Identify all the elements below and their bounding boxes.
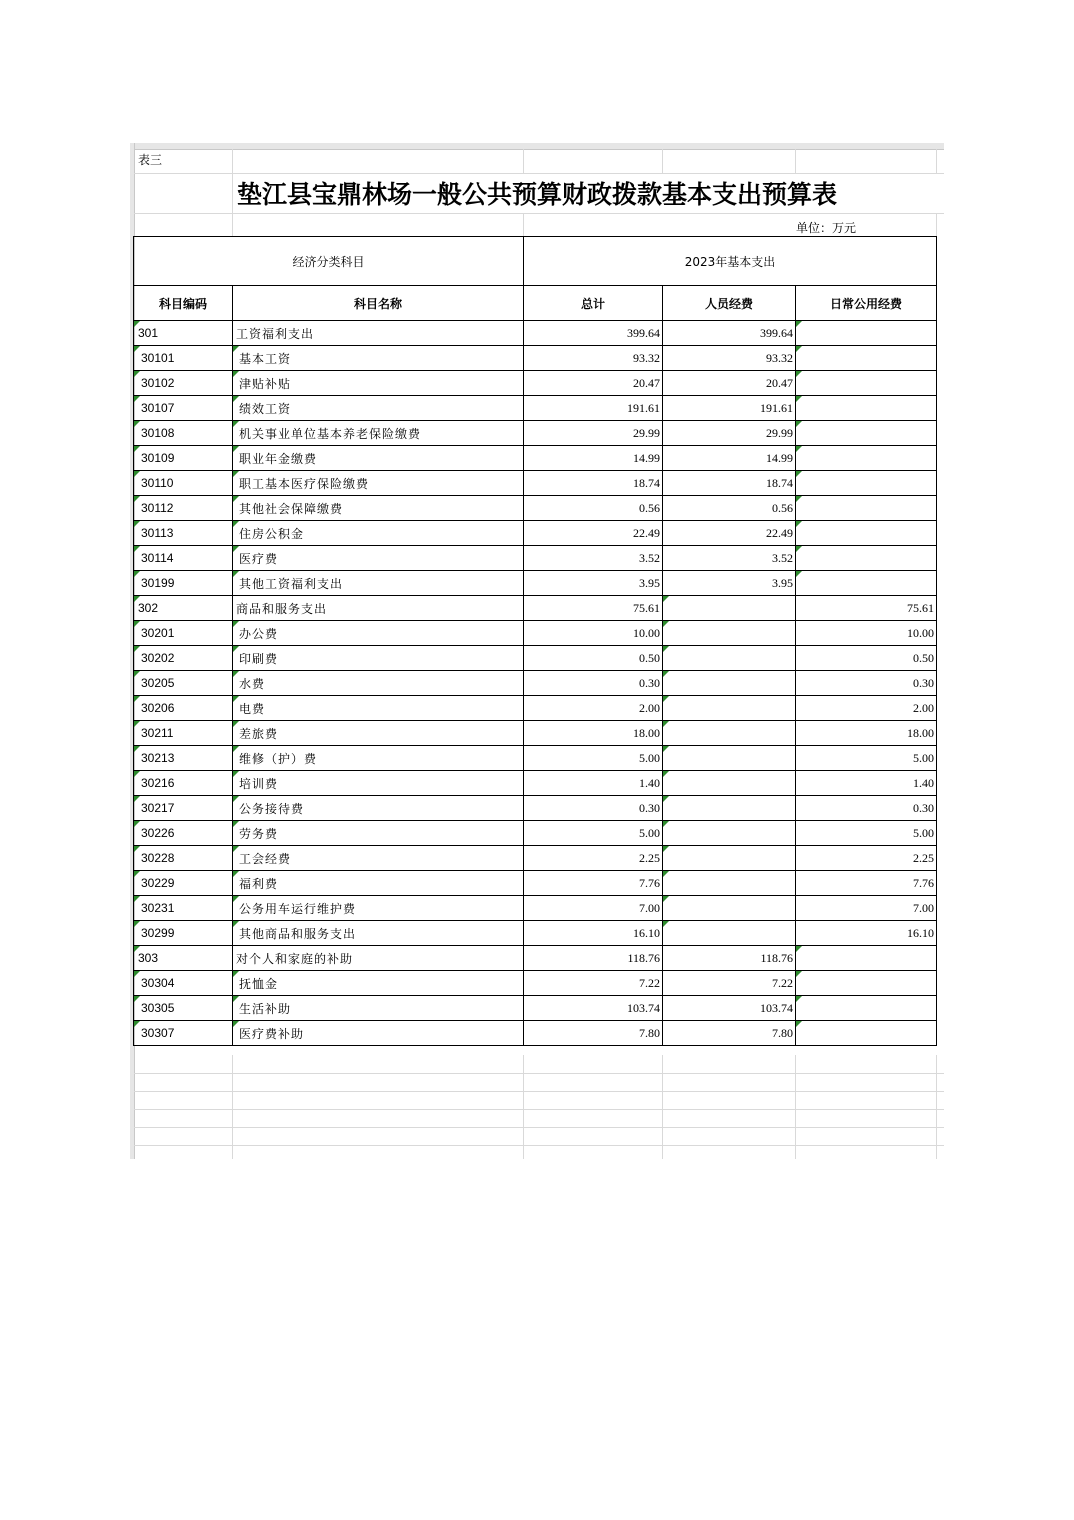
cell-total: 0.30 (524, 671, 663, 696)
gridline (134, 1073, 944, 1074)
cell-personnel: 29.99 (663, 421, 796, 446)
cell-total: 2.25 (524, 846, 663, 871)
cell-personnel (663, 871, 796, 896)
cell-code: 30112 (134, 496, 233, 521)
cell-code: 30216 (134, 771, 233, 796)
cell-code: 30101 (134, 346, 233, 371)
cell-public: 2.00 (796, 696, 937, 721)
cell-total: 399.64 (524, 321, 663, 346)
cell-personnel (663, 721, 796, 746)
cell-personnel: 103.74 (663, 996, 796, 1021)
table-row (134, 446, 937, 471)
cell-total: 14.99 (524, 446, 663, 471)
table-row (134, 746, 937, 771)
cell-personnel: 3.52 (663, 546, 796, 571)
cell-name: 其他商品和服务支出 (233, 921, 524, 946)
cell-name: 其他工资福利支出 (233, 571, 524, 596)
cell-total: 16.10 (524, 921, 663, 946)
cell-personnel (663, 621, 796, 646)
gridline (936, 149, 937, 174)
cell-code: 30228 (134, 846, 233, 871)
table-row (134, 596, 937, 621)
gridline (134, 1091, 944, 1092)
cell-public: 10.00 (796, 621, 937, 646)
cell-code: 30102 (134, 371, 233, 396)
cell-code: 30108 (134, 421, 233, 446)
table-row (134, 396, 937, 421)
cell-total: 7.80 (524, 1021, 663, 1046)
cell-personnel: 399.64 (663, 321, 796, 346)
cell-total: 7.76 (524, 871, 663, 896)
cell-personnel (663, 746, 796, 771)
header-total: 总计 (524, 286, 663, 321)
header-row-group (134, 237, 937, 286)
cell-total: 7.00 (524, 896, 663, 921)
cell-name: 其他社会保障缴费 (233, 496, 524, 521)
cell-name: 职业年金缴费 (233, 446, 524, 471)
column-header-strip (130, 143, 944, 150)
table-row (134, 471, 937, 496)
cell-personnel: 7.22 (663, 971, 796, 996)
gridline (662, 149, 663, 174)
cell-personnel: 93.32 (663, 346, 796, 371)
gridline (134, 213, 944, 214)
spreadsheet-area (130, 143, 944, 1159)
cell-total: 18.74 (524, 471, 663, 496)
cell-name: 津贴补贴 (233, 371, 524, 396)
cell-code: 30206 (134, 696, 233, 721)
cell-code: 30213 (134, 746, 233, 771)
cell-personnel (663, 921, 796, 946)
cell-public (796, 371, 937, 396)
gridline (134, 1109, 944, 1110)
cell-personnel: 118.76 (663, 946, 796, 971)
cell-public: 5.00 (796, 746, 937, 771)
cell-public (796, 521, 937, 546)
cell-public (796, 1021, 937, 1046)
cell-name: 医疗费 (233, 546, 524, 571)
cell-public (796, 571, 937, 596)
cell-code: 30305 (134, 996, 233, 1021)
cell-name: 工会经费 (233, 846, 524, 871)
gridline (936, 1055, 937, 1159)
table-row (134, 621, 937, 646)
cell-public (796, 421, 937, 446)
cell-total: 10.00 (524, 621, 663, 646)
cell-public (796, 321, 937, 346)
gridline (662, 1055, 663, 1159)
cell-personnel (663, 896, 796, 921)
table-row (134, 846, 937, 871)
gridline (936, 213, 937, 237)
cell-total: 2.00 (524, 696, 663, 721)
cell-name: 医疗费补助 (233, 1021, 524, 1046)
cell-public (796, 496, 937, 521)
table-row (134, 996, 937, 1021)
table-row (134, 946, 937, 971)
cell-public (796, 446, 937, 471)
cell-personnel (663, 771, 796, 796)
cell-name: 办公费 (233, 621, 524, 646)
table-row (134, 496, 937, 521)
cell-code: 30226 (134, 821, 233, 846)
cell-total: 3.95 (524, 571, 663, 596)
gridline (795, 149, 796, 174)
cell-personnel: 22.49 (663, 521, 796, 546)
cell-personnel: 191.61 (663, 396, 796, 421)
cell-public (796, 546, 937, 571)
header-public: 日常公用经费 (796, 286, 937, 321)
cell-total: 5.00 (524, 746, 663, 771)
gridline (134, 1145, 944, 1146)
cell-code: 30304 (134, 971, 233, 996)
cell-public (796, 396, 937, 421)
gridline (134, 173, 944, 174)
cell-name: 培训费 (233, 771, 524, 796)
cell-personnel (663, 796, 796, 821)
cell-total: 118.76 (524, 946, 663, 971)
cell-personnel: 18.74 (663, 471, 796, 496)
cell-name: 住房公积金 (233, 521, 524, 546)
table-row (134, 696, 937, 721)
header-2023-basic-expenditure: 2023年基本支出 (524, 237, 937, 286)
cell-public: 2.25 (796, 846, 937, 871)
cell-personnel: 20.47 (663, 371, 796, 396)
cell-personnel (663, 696, 796, 721)
cell-code: 30211 (134, 721, 233, 746)
gridline (134, 1127, 944, 1128)
cell-total: 20.47 (524, 371, 663, 396)
cell-code: 30205 (134, 671, 233, 696)
cell-code: 30217 (134, 796, 233, 821)
table-row (134, 671, 937, 696)
cell-total: 75.61 (524, 596, 663, 621)
cell-name: 机关事业单位基本养老保险缴费 (233, 421, 524, 446)
gridline (232, 1055, 233, 1159)
table-row (134, 771, 937, 796)
cell-total: 103.74 (524, 996, 663, 1021)
gridline (523, 213, 524, 237)
table-row (134, 1021, 937, 1046)
cell-public (796, 346, 937, 371)
cell-public: 1.40 (796, 771, 937, 796)
cell-code: 301 (134, 321, 233, 346)
cell-code: 303 (134, 946, 233, 971)
cell-name: 商品和服务支出 (233, 596, 524, 621)
cell-personnel: 14.99 (663, 446, 796, 471)
table-row (134, 346, 937, 371)
cell-name: 差旅费 (233, 721, 524, 746)
cell-total: 18.00 (524, 721, 663, 746)
cell-total: 0.50 (524, 646, 663, 671)
cell-name: 工资福利支出 (233, 321, 524, 346)
header-code: 科目编码 (134, 286, 233, 321)
table-row (134, 371, 937, 396)
cell-personnel (663, 846, 796, 871)
cell-total: 0.56 (524, 496, 663, 521)
cell-name: 对个人和家庭的补助 (233, 946, 524, 971)
cell-total: 7.22 (524, 971, 663, 996)
table-row (134, 546, 937, 571)
cell-code: 30307 (134, 1021, 233, 1046)
cell-name: 职工基本医疗保险缴费 (233, 471, 524, 496)
gridline (523, 1055, 524, 1159)
table-row (134, 721, 937, 746)
cell-total: 3.52 (524, 546, 663, 571)
page-title: 垫江县宝鼎林场一般公共预算财政拨款基本支出预算表 (236, 180, 837, 209)
table-label: 表三 (138, 153, 163, 167)
cell-name: 公务接待费 (233, 796, 524, 821)
cell-code: 30109 (134, 446, 233, 471)
cell-personnel (663, 821, 796, 846)
cell-code: 30231 (134, 896, 233, 921)
cell-name: 劳务费 (233, 821, 524, 846)
cell-code: 30113 (134, 521, 233, 546)
cell-total: 191.61 (524, 396, 663, 421)
cell-public: 0.30 (796, 796, 937, 821)
cell-name: 基本工资 (233, 346, 524, 371)
table-row (134, 896, 937, 921)
cell-code: 30202 (134, 646, 233, 671)
cell-public (796, 971, 937, 996)
cell-name: 福利费 (233, 871, 524, 896)
cell-public: 16.10 (796, 921, 937, 946)
cell-public: 0.50 (796, 646, 937, 671)
table-row (134, 971, 937, 996)
cell-code: 30299 (134, 921, 233, 946)
header-economic-category: 经济分类科目 (134, 237, 524, 286)
cell-code: 302 (134, 596, 233, 621)
cell-personnel (663, 671, 796, 696)
cell-total: 5.00 (524, 821, 663, 846)
table-row (134, 321, 937, 346)
cell-name: 公务用车运行维护费 (233, 896, 524, 921)
cell-name: 绩效工资 (233, 396, 524, 421)
table-row (134, 871, 937, 896)
table-row (134, 421, 937, 446)
cell-total: 1.40 (524, 771, 663, 796)
cell-personnel: 0.56 (663, 496, 796, 521)
unit-label: 单位：万元 (796, 221, 857, 235)
cell-public (796, 471, 937, 496)
table-row (134, 921, 937, 946)
cell-total: 0.30 (524, 796, 663, 821)
table-row (134, 521, 937, 546)
cell-name: 水费 (233, 671, 524, 696)
cell-code: 30110 (134, 471, 233, 496)
budget-table (133, 236, 937, 1046)
cell-personnel: 3.95 (663, 571, 796, 596)
header-row-columns (134, 286, 937, 321)
table-row (134, 821, 937, 846)
cell-total: 22.49 (524, 521, 663, 546)
cell-personnel (663, 596, 796, 621)
cell-code: 30201 (134, 621, 233, 646)
header-name: 科目名称 (233, 286, 524, 321)
cell-personnel (663, 646, 796, 671)
gridline (523, 149, 524, 174)
cell-total: 93.32 (524, 346, 663, 371)
cell-name: 印刷费 (233, 646, 524, 671)
cell-public: 5.00 (796, 821, 937, 846)
header-personnel: 人员经费 (663, 286, 796, 321)
cell-total: 29.99 (524, 421, 663, 446)
cell-public (796, 946, 937, 971)
cell-public: 75.61 (796, 596, 937, 621)
cell-public: 7.00 (796, 896, 937, 921)
cell-personnel: 7.80 (663, 1021, 796, 1046)
cell-name: 抚恤金 (233, 971, 524, 996)
table-row (134, 796, 937, 821)
cell-code: 30114 (134, 546, 233, 571)
cell-code: 30199 (134, 571, 233, 596)
cell-public: 18.00 (796, 721, 937, 746)
gridline (795, 1055, 796, 1159)
cell-public: 0.30 (796, 671, 937, 696)
cell-code: 30229 (134, 871, 233, 896)
cell-name: 维修（护）费 (233, 746, 524, 771)
cell-code: 30107 (134, 396, 233, 421)
table-row (134, 571, 937, 596)
table-row (134, 646, 937, 671)
cell-public (796, 996, 937, 1021)
cell-public: 7.76 (796, 871, 937, 896)
cell-name: 生活补助 (233, 996, 524, 1021)
cell-name: 电费 (233, 696, 524, 721)
